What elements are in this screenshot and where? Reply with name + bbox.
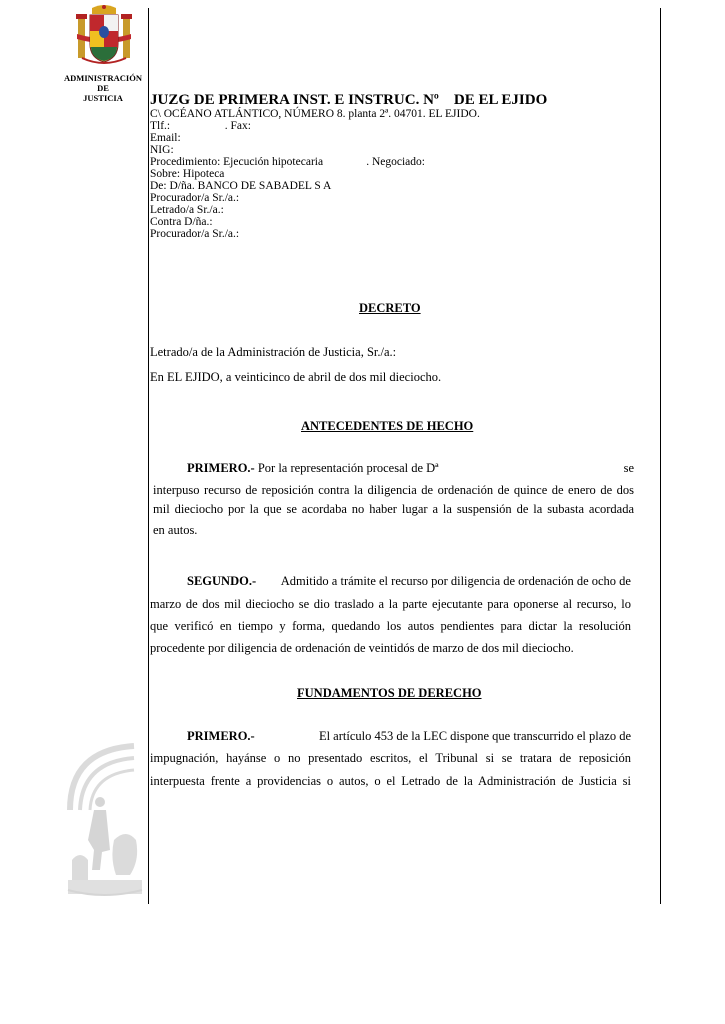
org-name-line3: JUSTICIA <box>83 93 123 103</box>
antecedentes-p1-end: se <box>623 461 634 475</box>
antecedentes-p2-line3-text: que verificó en tiempo y forma, quedando los autos pendientes para dictar la resolución <box>150 619 631 633</box>
fundamentos-p1-line3 <box>150 774 631 789</box>
antecedentes-p2-text: Admitido a trámite el recurso por diligencia de ordenación de ocho de <box>280 574 631 588</box>
antecedentes-p2-line3 <box>150 619 631 634</box>
procurador-plaintiff: Procurador/a Sr./a.: <box>150 192 240 204</box>
court-nig: NIG: <box>150 144 174 156</box>
org-name-line1: ADMINISTRACIÓN <box>64 73 142 83</box>
date-line: En EL EJIDO, a veinticinco de abril de dos mil dieciocho. <box>150 370 442 384</box>
antecedentes-p1-line4: en autos. <box>153 523 198 537</box>
right-margin-line <box>660 8 661 904</box>
fundamentos-p1-line2-text: impugnación, hayánse o no presentado escritos, el Tribunal si se tratara de reposición <box>150 751 631 765</box>
letrado: Letrado/a Sr./a.: <box>150 204 224 216</box>
fundamentos-p1-label: PRIMERO.- <box>187 729 255 743</box>
defendant: Contra D/ña.: <box>150 216 213 228</box>
fundamentos-p1-text: El artículo 453 de la LEC dispone que transcurrido el plazo de <box>318 729 631 743</box>
antecedentes-p1-line2-text: interpuso recurso de reposición contra la diligencia de ordenación de quince de enero de dos <box>153 483 634 497</box>
antecedentes-p1-line1 <box>187 461 634 476</box>
fundamentos-heading: FUNDAMENTOS DE DERECHO <box>297 686 482 700</box>
procedure: Procedimiento: Ejecución hipotecaria . Negociado: <box>150 156 425 168</box>
antecedentes-p1-text: Por la representación procesal de Dª <box>257 461 439 475</box>
antecedentes-p1-label: PRIMERO.- <box>187 461 255 475</box>
court-email: Email: <box>150 132 181 144</box>
official-line: Letrado/a de la Administración de Justicia, Sr./a.: <box>150 345 397 359</box>
court-phone: Tlf.: . Fax: <box>150 120 251 132</box>
antecedentes-p1-line2 <box>153 483 634 498</box>
fundamentos-p1-line1 <box>187 729 631 744</box>
procurador-defendant: Procurador/a Sr./a.: <box>150 228 240 240</box>
antecedentes-p1-line3 <box>153 502 634 517</box>
decree-title: DECRETO <box>359 301 421 315</box>
plaintiff: De: D/ña. BANCO DE SABADEL S A <box>150 180 332 192</box>
fundamentos-p1-line2 <box>150 751 631 766</box>
antecedentes-p2-line1 <box>187 574 631 589</box>
antecedentes-p2-line2-text: marzo de dos mil dieciocho se dio traslado a la parte ejecutante para oponerse al recurso, lo <box>150 597 631 611</box>
org-name-line2: DE <box>97 83 109 93</box>
court-address: C\ OCÉANO ATLÁNTICO, NÚMERO 8. planta 2ª. 04701. EL EJIDO. <box>150 108 480 120</box>
subject: Sobre: Hipoteca <box>150 168 225 180</box>
antecedentes-p2-label: SEGUNDO.- <box>187 574 257 588</box>
antecedentes-p2-line2 <box>150 597 631 612</box>
coat-of-arms-icon <box>74 4 134 68</box>
fundamentos-p1-line3-text: interpuesta frente a providencias o autos, o el Letrado de la Administración de Justicia si <box>150 774 631 788</box>
left-margin-line <box>148 8 149 904</box>
court-title: JUZG DE PRIMERA INST. E INSTRUC. Nº DE EL EJIDO <box>150 92 548 108</box>
antecedentes-p1-line3-text: mil dieciocho por la que se acordaba no haber lugar a la suspensión de la subasta acordada <box>153 502 634 516</box>
antecedentes-heading: ANTECEDENTES DE HECHO <box>301 419 474 433</box>
antecedentes-p2-line4: procedente por diligencia de ordenación de veintidós de marzo de dos mil dieciocho. <box>150 641 574 655</box>
andalucia-emblem-watermark-icon <box>64 740 146 900</box>
